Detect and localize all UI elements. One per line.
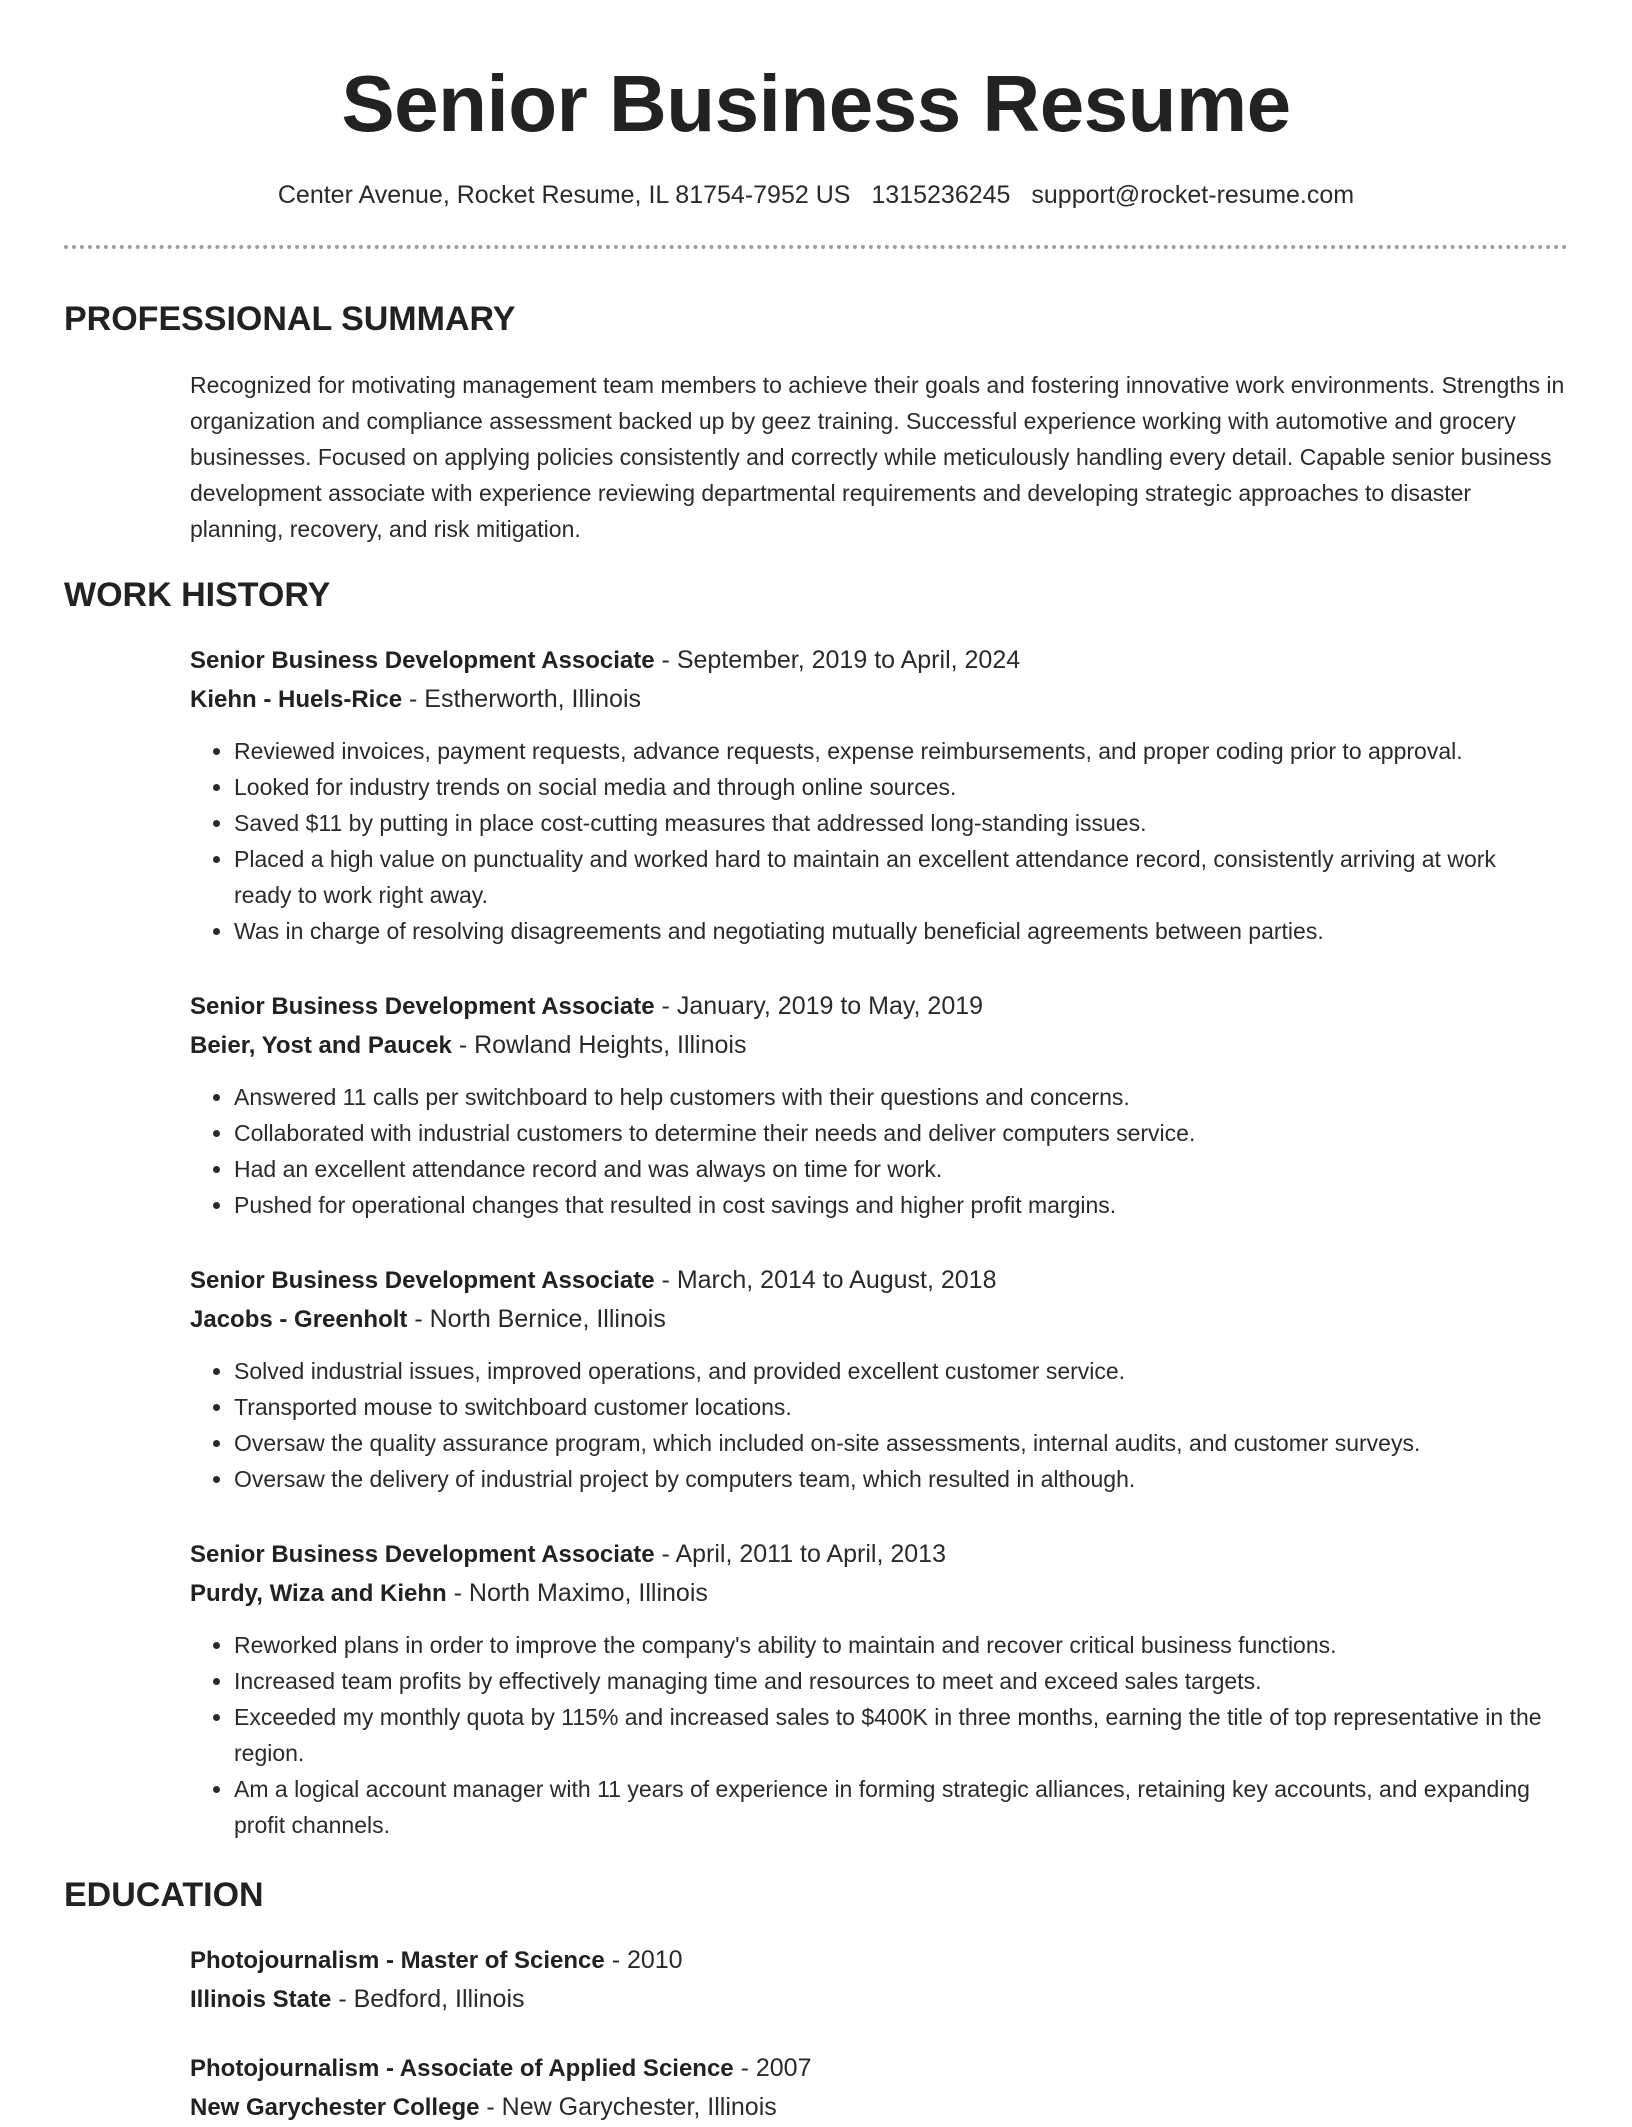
contact-line xyxy=(64,179,1568,211)
education-entry xyxy=(190,1941,1568,2019)
job-company-line xyxy=(190,680,1568,719)
job-bullet: • Reworked plans in order to improve the company's ability to maintain and recover critical business functions. xyxy=(234,1627,1568,1663)
job-dates: - September, 2019 to April, 2024 xyxy=(654,646,1021,674)
contact-address: Center Avenue, Rocket Resume, IL 81754-7952 US xyxy=(277,181,851,209)
job-role-line xyxy=(190,987,1568,1026)
section-title-work-history: WORK HISTORY xyxy=(64,576,331,614)
job-bullet: • Pushed for operational changes that resulted in cost savings and higher profit margins. xyxy=(234,1187,1568,1223)
job-dates: - April, 2011 to April, 2013 xyxy=(654,1540,946,1568)
job-entry xyxy=(190,1535,1568,1843)
job-company-line xyxy=(190,1300,1568,1339)
resume-page xyxy=(64,0,1568,2127)
job-company: Kiehn - Huels-Rice xyxy=(190,686,403,713)
summary-text: Recognized for motivating management team members to achieve their goals and fostering innovative work environments. Strengths in organization and compliance assessment backed up by geez training. Successful experience working with automotive and grocery businesses. Focused on applying policies consistently and correctly while meticulously handling every detail. Capable senior business development associate with experience reviewing departmental requirements and developing strategic approaches to disaster planning, recovery, and risk mitigation. xyxy=(190,372,1565,542)
job-bullet: • Looked for industry trends on social media and through online sources. xyxy=(234,769,1568,805)
education-degree-line xyxy=(190,1941,1568,1980)
job-location: - North Bernice, Illinois xyxy=(407,1305,666,1333)
job-bullet: • Reviewed invoices, payment requests, advance requests, expense reimbursements, and proper coding prior to approval. xyxy=(234,733,1568,769)
job-company: Beier, Yost and Paucek xyxy=(190,1032,452,1059)
job-bullet: • Increased team profits by effectively managing time and resources to meet and exceed sales targets. xyxy=(234,1663,1568,1699)
section-title-education: EDUCATION xyxy=(64,1876,264,1914)
job-role-line xyxy=(190,1535,1568,1574)
education-school-line xyxy=(190,1980,1568,2019)
education-entry xyxy=(190,2049,1568,2127)
job-bullets xyxy=(190,733,1568,949)
job-role: Senior Business Development Associate xyxy=(190,1541,655,1568)
job-location: - Rowland Heights, Illinois xyxy=(451,1031,747,1059)
education-year: - 2007 xyxy=(733,2054,812,2082)
contact-phone: 1315236245 xyxy=(871,181,1011,209)
job-role: Senior Business Development Associate xyxy=(190,1267,655,1294)
job-bullet: • Solved industrial issues, improved operations, and provided excellent customer service. xyxy=(234,1353,1568,1389)
job-bullets xyxy=(190,1627,1568,1843)
job-entry xyxy=(190,641,1568,949)
job-entry xyxy=(190,987,1568,1223)
job-bullet: • Had an excellent attendance record and was always on time for work. xyxy=(234,1151,1568,1187)
job-bullet: • Oversaw the quality assurance program, which included on-site assessments, internal audits, and customer surveys. xyxy=(234,1425,1568,1461)
job-bullet: • Was in charge of resolving disagreements and negotiating mutually beneficial agreements between parties. xyxy=(234,913,1568,949)
job-dates: - March, 2014 to August, 2018 xyxy=(654,1266,997,1294)
resume-title: Senior Business Resume xyxy=(341,59,1291,148)
job-role: Senior Business Development Associate xyxy=(190,993,655,1020)
education-location: - New Garychester, Illinois xyxy=(479,2093,777,2121)
section-title-summary: PROFESSIONAL SUMMARY xyxy=(64,300,516,338)
education-degree-line xyxy=(190,2049,1568,2088)
job-role-line xyxy=(190,1261,1568,1300)
education-school: Illinois State xyxy=(190,1986,332,2013)
education-location: - Bedford, Illinois xyxy=(331,1985,525,2013)
job-bullet: • Answered 11 calls per switchboard to help customers with their questions and concerns. xyxy=(234,1079,1568,1115)
education-degree: Photojournalism - Master of Science xyxy=(190,1947,605,1974)
job-bullet: • Transported mouse to switchboard customer locations. xyxy=(234,1389,1568,1425)
job-company: Purdy, Wiza and Kiehn xyxy=(190,1580,447,1607)
education-school-line xyxy=(190,2088,1568,2127)
contact-email: support@rocket-resume.com xyxy=(1031,181,1355,209)
job-bullet: • Collaborated with industrial customers to determine their needs and deliver computers service. xyxy=(234,1115,1568,1151)
header-divider xyxy=(64,245,1568,249)
job-location: - Estherworth, Illinois xyxy=(402,685,642,713)
job-bullet: • Oversaw the delivery of industrial project by computers team, which resulted in although. xyxy=(234,1461,1568,1497)
education-school: New Garychester College xyxy=(190,2094,480,2121)
job-entry xyxy=(190,1261,1568,1497)
job-location: - North Maximo, Illinois xyxy=(446,1579,708,1607)
job-bullet: • Am a logical account manager with 11 years of experience in forming strategic alliances, retaining key accounts, and expanding profit channels. xyxy=(234,1771,1568,1843)
job-bullets xyxy=(190,1079,1568,1223)
education-degree: Photojournalism - Associate of Applied Science xyxy=(190,2055,734,2082)
job-company-line xyxy=(190,1026,1568,1065)
job-company-line xyxy=(190,1574,1568,1613)
job-dates: - January, 2019 to May, 2019 xyxy=(654,992,984,1020)
job-role-line xyxy=(190,641,1568,680)
job-bullet: • Exceeded my monthly quota by 115% and increased sales to $400K in three months, earning the title of top representative in the region. xyxy=(234,1699,1568,1771)
job-role: Senior Business Development Associate xyxy=(190,647,655,674)
job-bullet: • Placed a high value on punctuality and worked hard to maintain an excellent attendance record, consistently arriving at work ready to work right away. xyxy=(234,841,1568,913)
job-bullets xyxy=(190,1353,1568,1497)
education-year: - 2010 xyxy=(604,1946,683,1974)
job-company: Jacobs - Greenholt xyxy=(190,1306,408,1333)
job-bullet: • Saved $11 by putting in place cost-cutting measures that addressed long-standing issues. xyxy=(234,805,1568,841)
